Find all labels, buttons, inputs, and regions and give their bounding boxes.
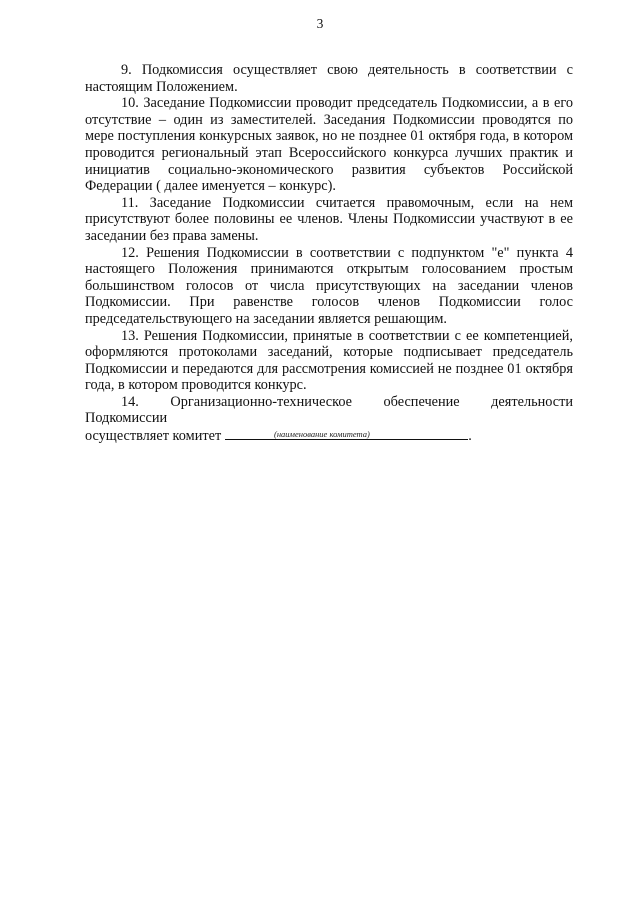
blank-caption: (наименование комитета) [274, 429, 370, 439]
document-body [85, 62, 573, 445]
page-number: 3 [316, 16, 324, 31]
paragraph-12: 12. Решения Подкомиссии в соответствии с подпунктом "е" пункта 4 настоящего Положения принимаются открытым голосованием простым большинством голосов от числа присутствующих на заседании членов Подкомиссии. При равенстве голосов членов Подкомиссии голос председательствующего на заседании является решающим. [85, 244, 573, 327]
end-mark: . [468, 428, 472, 445]
paragraph-14: 14. Организационно-техническое обеспечение деятельности Подкомиссии [85, 393, 573, 427]
paragraph-9: 9. Подкомиссия осуществляет свою деятельность в соответствии с настоящим Положением. [85, 62, 573, 95]
paragraph-13: 13. Решения Подкомиссии, принятые в соответствии с ее компетенцией, оформляются протоколами заседаний, которые подписывает председатель Подкомиссии и передаются для рассмотрения комиссией не позднее 01 октября года, в котором проводится конкурс. [85, 327, 573, 394]
paragraph-11: 11. Заседание Подкомиссии считается правомочным, если на нем присутствуют более половины ее членов. Члены Подкомиссии участвуют в ее заседании без права замены. [85, 194, 573, 244]
paragraph-10: 10. Заседание Подкомиссии проводит председатель Подкомиссии, а в его отсутствие – один из заместителей. Заседания Подкомиссии проводятся по мере поступления конкурсных заявок, но не позднее 01 октября года, в котором проводится региональный этап Всероссийского конкурса лучших практик и инициатив социально-экономического развития субъектов Российской Федерации ( далее именуется – конкурс). [85, 95, 573, 195]
continuation-text: осуществляет комитет [85, 428, 222, 445]
